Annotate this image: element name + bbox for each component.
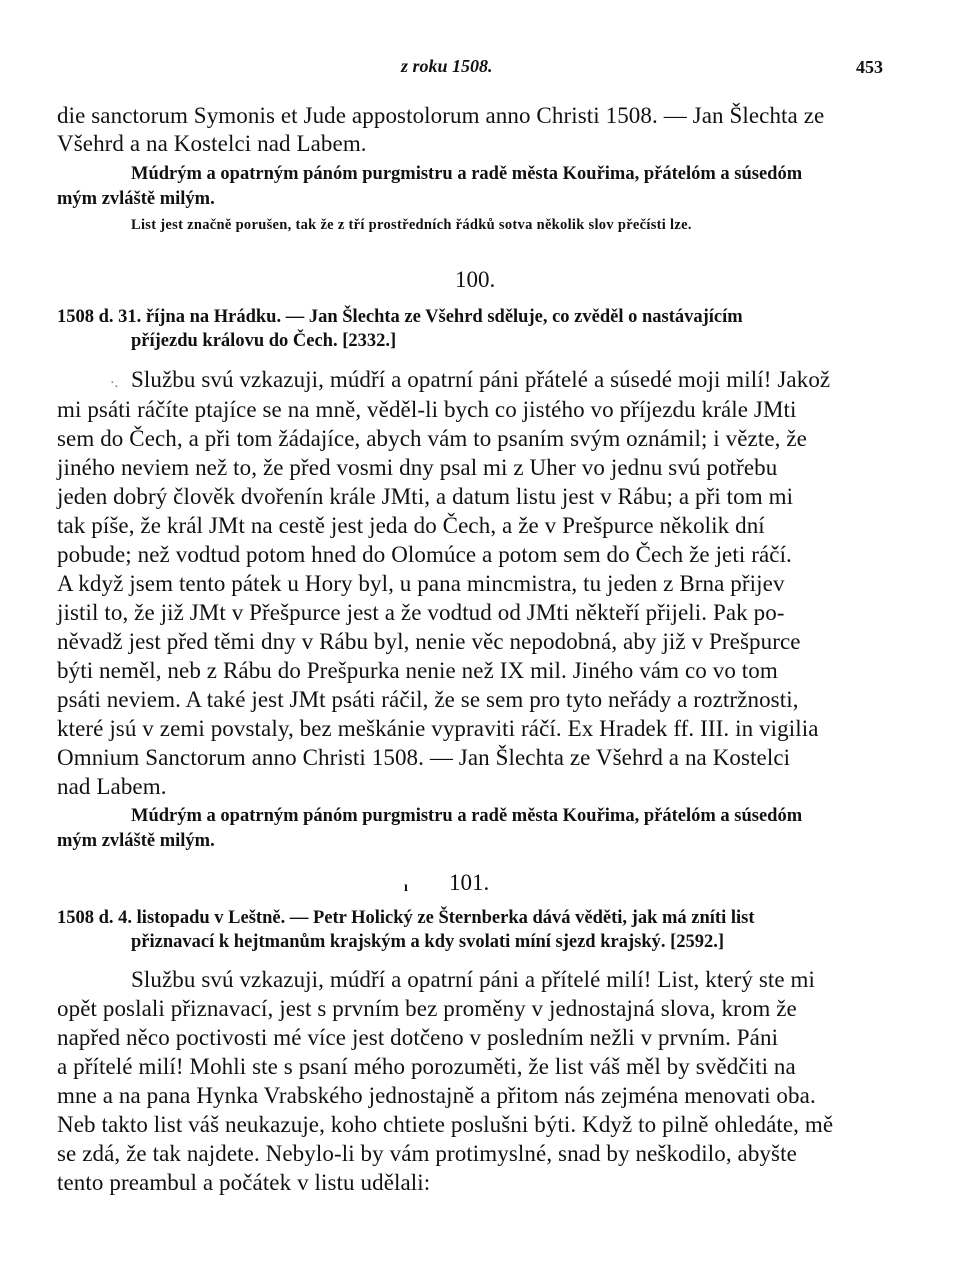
regest-line: přiznavací k hejtmanům krajským a kdy svolati míní sjezd krajský. [2592.] [131, 932, 725, 952]
prev-letter-closing-line: Všehrd a na Kostelci nad Labem. [57, 131, 367, 156]
editor-note: List jest značně porušen, tak že z tří prostředních řádků sotva několik slov přečísti lze. [131, 217, 692, 233]
letter-body-line: jiného neviem než to, že před vosmi dny psal mi z Uher vo jednu svú potřebu [57, 455, 778, 480]
letter-address-line: Múdrým a opatrným pánóm purgmistru a radě města Kouřima, přátelóm a súsedóm [131, 806, 803, 826]
margin-mark: ·. [110, 376, 119, 391]
letter-body-line: pobude; než vodtud potom hned do Olomúce a potom sem do Čech že jeti ráčí. [57, 542, 792, 567]
letter-body-line: mne a na pana Hynka Vrabského jednostajně a přitom nás zejména menovati oba. [57, 1083, 816, 1108]
regest-line: 1508 d. 31. října na Hrádku. — Jan Šlechta ze Všehrd sděluje, co zvěděl o nastávajícím [57, 307, 743, 327]
prev-letter-address-line: Múdrým a opatrným pánóm purgmistru a radě města Kouřima, přátelóm a súsedóm [131, 164, 803, 184]
letter-body-line: Neb takto list váš neukazuje, koho chtiete poslušni býti. Když to pilně ohledáte, mě [57, 1112, 834, 1137]
letter-body-line: jistil to, že již JMt v Přešpurce jest a že vodtud od JMti někteří přijeli. Pak po- [57, 600, 785, 625]
letter-body-line: býti neměl, neb z Rábu do Prešpurka nenie než IX mil. Jiného vám co vo tom [57, 658, 778, 683]
letter-body-line: opět poslali přiznavací, jest s prvním bez proměny v jednostajná slova, krom že [57, 996, 797, 1021]
letter-body-line: tak píše, že král JMt na cestě jest jeda do Čech, a že v Prešpurce několik dní [57, 513, 765, 538]
running-title: z roku 1508. [401, 56, 493, 76]
letter-body-line: sem do Čech, a při tom žádajíce, abych vám to psaním svým oznámil; i vězte, že [57, 426, 807, 451]
regest-line: 1508 d. 4. listopadu v Leštně. — Petr Holický ze Šternberka dává věděti, jak má zníti list [57, 908, 755, 928]
letter-body-line: psáti neviem. A také jest JMt psáti ráčil, že se sem pro tyto neřády a roztržnosti, [57, 687, 799, 712]
letter-body-line: Omnium Sanctorum anno Christi 1508. — Jan Šlechta ze Všehrd a na Kostelci [57, 745, 791, 770]
margin-mark: ı [404, 880, 408, 895]
letter-body-line: a přítelé milí! Mohli ste s psaní mého porozuměti, že list váš měl by svědčiti na [57, 1054, 796, 1079]
letter-body-line: A když jsem tento pátek u Hory byl, u pana mincmistra, tu jeden z Brna přijev [57, 571, 785, 596]
letter-address-line: mým zvláště milým. [57, 831, 215, 851]
letter-body-line: které jsú v zemi povstaly, bez meškánie vypraviti ráčí. Ex Hradek ff. III. in vigilia [57, 716, 819, 741]
document-number: 100. [455, 267, 496, 292]
letter-body-line: Službu svú vzkazuji, múdří a opatrní páni přátelé a súsedé moji milí! Jakož [131, 367, 831, 392]
document-number: 101. [449, 870, 490, 895]
letter-body-line: Službu svú vzkazuji, múdří a opatrní páni a přítelé milí! List, který ste mi [131, 967, 816, 992]
letter-body-line: se zdá, že tak najdete. Nebylo-li by vám protimyslné, snad by neškodilo, abyšte [57, 1141, 797, 1166]
letter-body-line: tento preambul a počátek v listu udělali: [57, 1170, 431, 1195]
page-number: 453 [856, 57, 883, 77]
letter-body-line: napřed něco poctivosti mé více jest dotčeno v posledním nežli v prvním. Páni [57, 1025, 779, 1050]
prev-letter-closing-line: die sanctorum Symonis et Jude appostolorum anno Christi 1508. — Jan Šlechta ze [57, 103, 825, 128]
prev-letter-address-line: mým zvláště milým. [57, 189, 215, 209]
letter-body-line: nad Labem. [57, 774, 167, 799]
letter-body-line: mi psáti ráčíte ptajíce se na mně, věděl-li bych co jistého vo příjezdu krále JMti [57, 397, 797, 422]
regest-line: příjezdu královu do Čech. [2332.] [131, 331, 397, 351]
letter-body-line: něvadž jest před těmi dny v Rábu byl, nenie věc nepodobná, aby již v Prešpurce [57, 629, 801, 654]
letter-body-line: jeden dobrý člověk dvořenín krále JMti, a datum listu jest v Rábu; a při tom mi [57, 484, 794, 509]
